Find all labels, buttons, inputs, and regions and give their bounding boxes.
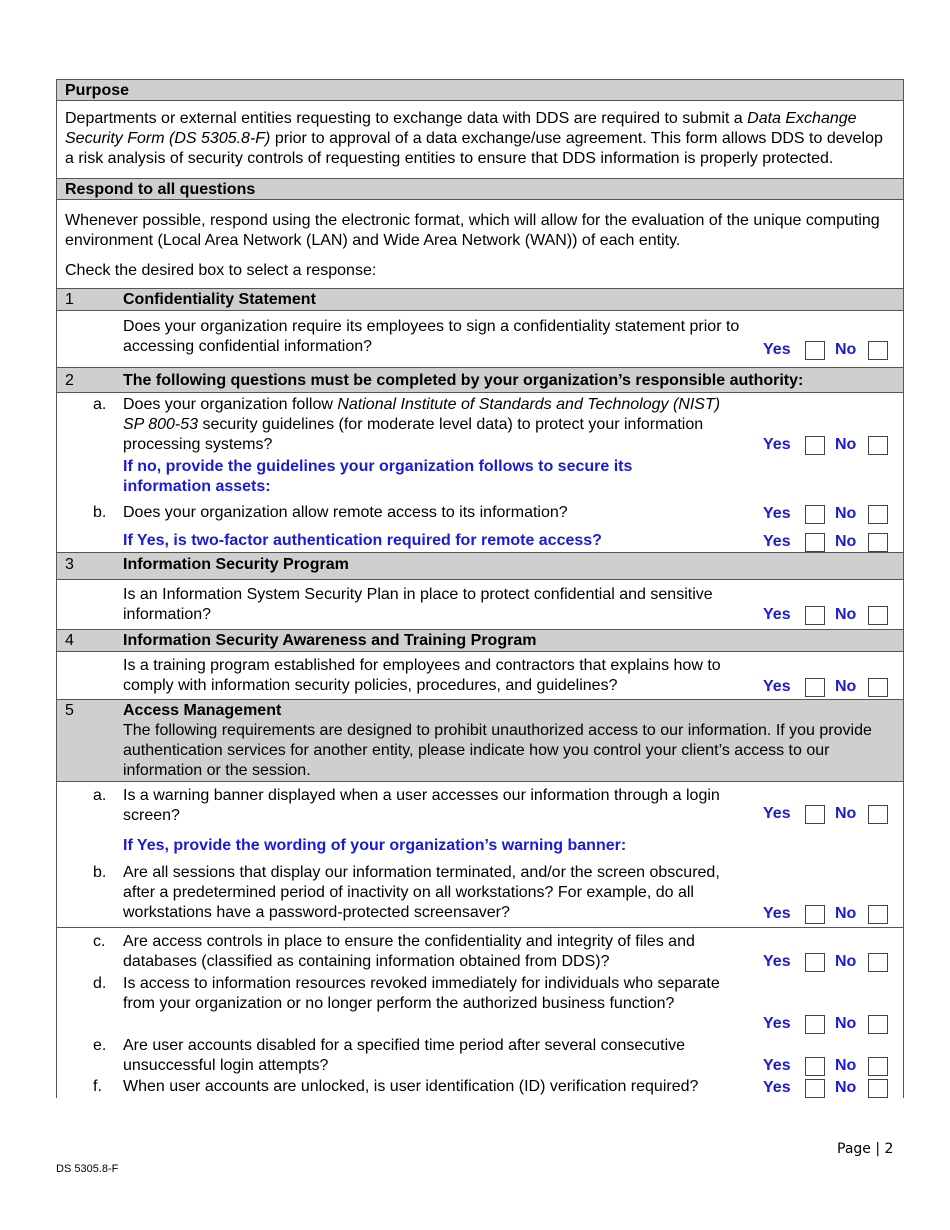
section-1-header: 1 Confidentiality Statement <box>57 289 903 311</box>
question-2a: Does your organization follow National Institute of Standards and Technology (NIST) SP 800-53 security guidelines (for moderate level data) to protect your information processing systems? <box>123 396 721 453</box>
yes-checkbox[interactable] <box>805 533 825 552</box>
yes-no-5c: Yes No <box>763 952 889 972</box>
yes-checkbox[interactable] <box>805 953 825 972</box>
section-1-question: Does your organization require its employees to sign a confidentiality statement prior to accessing confidential information? Yes No <box>57 311 903 368</box>
question-5a: Is a warning banner displayed when a user accesses our information through a login screen? <box>123 787 720 824</box>
yes-checkbox[interactable] <box>805 1057 825 1076</box>
purpose-text: Departments or external entities requesting to exchange data with DDS are required to submit a Data Exchange Security Form (DS 5305.8-F) prior to approval of a data exchange/use agreement. This form allows DDS to develop a risk analysis of security controls of requesting entities to ensure that DDS information is properly protected. <box>57 101 903 179</box>
section-5-intro: The following requirements are designed to prohibit unauthorized access to our information. If you provide authentication services for another entity, please indicate how you control your client’s access to our information or the session. <box>123 722 872 779</box>
no-checkbox[interactable] <box>868 1015 888 1034</box>
section-4-question: Is a training program established for employees and contractors that explains how to comply with information security policies, procedures, and guidelines? Yes No <box>57 652 903 700</box>
no-checkbox[interactable] <box>868 341 888 360</box>
no-checkbox[interactable] <box>868 1057 888 1076</box>
section-2-questions: a. Does your organization follow National Institute of Standards and Technology (NIST) SP 800-53 security guidelines (for moderate level data) to protect your information processing systems? If no, provide the guidelines your organization follows to secure its information assets: Yes No b. Does your organization allow remote access to its information? Yes No If Yes, is two-factor authentication required for remote access? Yes No <box>57 393 903 553</box>
question-5b: Are all sessions that display our information terminated, and/or the screen obscured, after a predetermined period of inactivity on all workstations? For example, do all workstations have a password-protected screensaver? <box>123 864 720 921</box>
yes-checkbox[interactable] <box>805 606 825 625</box>
yes-checkbox[interactable] <box>805 505 825 524</box>
no-checkbox[interactable] <box>868 905 888 924</box>
yes-no-2b: Yes No <box>763 504 889 524</box>
question-5d: Is access to information resources revoked immediately for individuals who separate from your organization or no longer perform the authorized business function? <box>123 975 720 1012</box>
section-3-question: Is an Information System Security Plan in place to protect confidential and sensitive information? Yes No <box>57 580 903 630</box>
yes-no-5d: Yes No <box>763 1014 889 1034</box>
no-checkbox[interactable] <box>868 678 888 697</box>
section-5-cf: c. Are access controls in place to ensure the confidentiality and integrity of files and databases (classified as containing information obtained from DDS)? Yes No d. Is access to information resources revoked immediately for individuals who separate from your organization or no longer perform the authorized business function? Yes No e. Are user accounts disabled for a specified time period after several consecutive unsuccessful login attempts? Yes No f. When user accounts are unlocked, is user identification (ID) verification required? Yes No <box>57 928 903 1098</box>
question-2a-follow: If no, provide the guidelines your organization follows to secure its information assets: <box>123 458 633 495</box>
no-checkbox[interactable] <box>868 533 888 552</box>
yes-no-5f: Yes No <box>763 1078 889 1098</box>
yes-checkbox[interactable] <box>805 678 825 697</box>
section-2-header: 2 The following questions must be completed by your organization’s responsible authority: <box>57 368 903 393</box>
section-5-header: 5 Access Management The following requirements are designed to prohibit unauthorized access to our information. If you provide authentication services for another entity, please indicate how you control your client’s access to our information or the session. <box>57 700 903 782</box>
yes-checkbox[interactable] <box>805 1079 825 1098</box>
section-3-header: 3 Information Security Program <box>57 553 903 580</box>
security-form-table <box>56 79 904 1098</box>
yes-no-5e: Yes No <box>763 1056 889 1076</box>
section-5-ab: a. Is a warning banner displayed when a user accesses our information through a login screen? Yes No If Yes, provide the wording of your organization’s warning banner: b. Are all sessions that display our information terminated, and/or the screen obscured, after a predetermined period of inactivity on all workstations? For example, do all workstations have a password-protected screensaver? Yes No <box>57 782 903 928</box>
yes-no-4: Yes No <box>763 677 889 697</box>
question-5e: Are user accounts disabled for a specified time period after several consecutive unsuccessful login attempts? <box>123 1037 686 1074</box>
yes-no-3: Yes No <box>763 605 889 625</box>
question-5f: When user accounts are unlocked, is user identification (ID) verification required? <box>123 1078 699 1095</box>
yes-no-5b: Yes No <box>763 904 889 924</box>
no-checkbox[interactable] <box>868 606 888 625</box>
no-checkbox[interactable] <box>868 805 888 824</box>
section-4-header: 4 Information Security Awareness and Training Program <box>57 630 903 652</box>
yes-no-1: Yes No <box>763 340 889 360</box>
question-2b: Does your organization allow remote access to its information? <box>123 504 568 521</box>
yes-checkbox[interactable] <box>805 805 825 824</box>
no-checkbox[interactable] <box>868 953 888 972</box>
no-checkbox[interactable] <box>868 436 888 455</box>
question-5c: Are access controls in place to ensure the confidentiality and integrity of files and databases (classified as containing information obtained from DDS)? <box>123 933 695 970</box>
yes-no-2b-follow: Yes No <box>763 532 889 552</box>
question-5a-follow: If Yes, provide the wording of your organization’s warning banner: <box>123 837 627 854</box>
page-number: Page | 2 <box>837 1141 894 1157</box>
yes-checkbox[interactable] <box>805 1015 825 1034</box>
yes-no-2a: Yes No <box>763 435 889 455</box>
form-id: DS 5305.8-F <box>56 1163 119 1175</box>
respond-text: Whenever possible, respond using the electronic format, which will allow for the evaluation of the unique computing environment (Local Area Network (LAN) and Wide Area Network (WAN)) of each entity. Check the desired box to select a response: <box>57 200 903 289</box>
question-2b-follow: If Yes, is two-factor authentication required for remote access? <box>123 532 602 549</box>
purpose-header: Purpose <box>57 80 903 101</box>
form-title-italic: Data Exchange Security Form (DS 5305.8-F) <box>65 110 857 147</box>
respond-header: Respond to all questions <box>57 179 903 200</box>
yes-checkbox[interactable] <box>805 436 825 455</box>
yes-checkbox[interactable] <box>805 905 825 924</box>
no-checkbox[interactable] <box>868 505 888 524</box>
yes-checkbox[interactable] <box>805 341 825 360</box>
yes-no-5a: Yes No <box>763 804 889 824</box>
no-checkbox[interactable] <box>868 1079 888 1098</box>
